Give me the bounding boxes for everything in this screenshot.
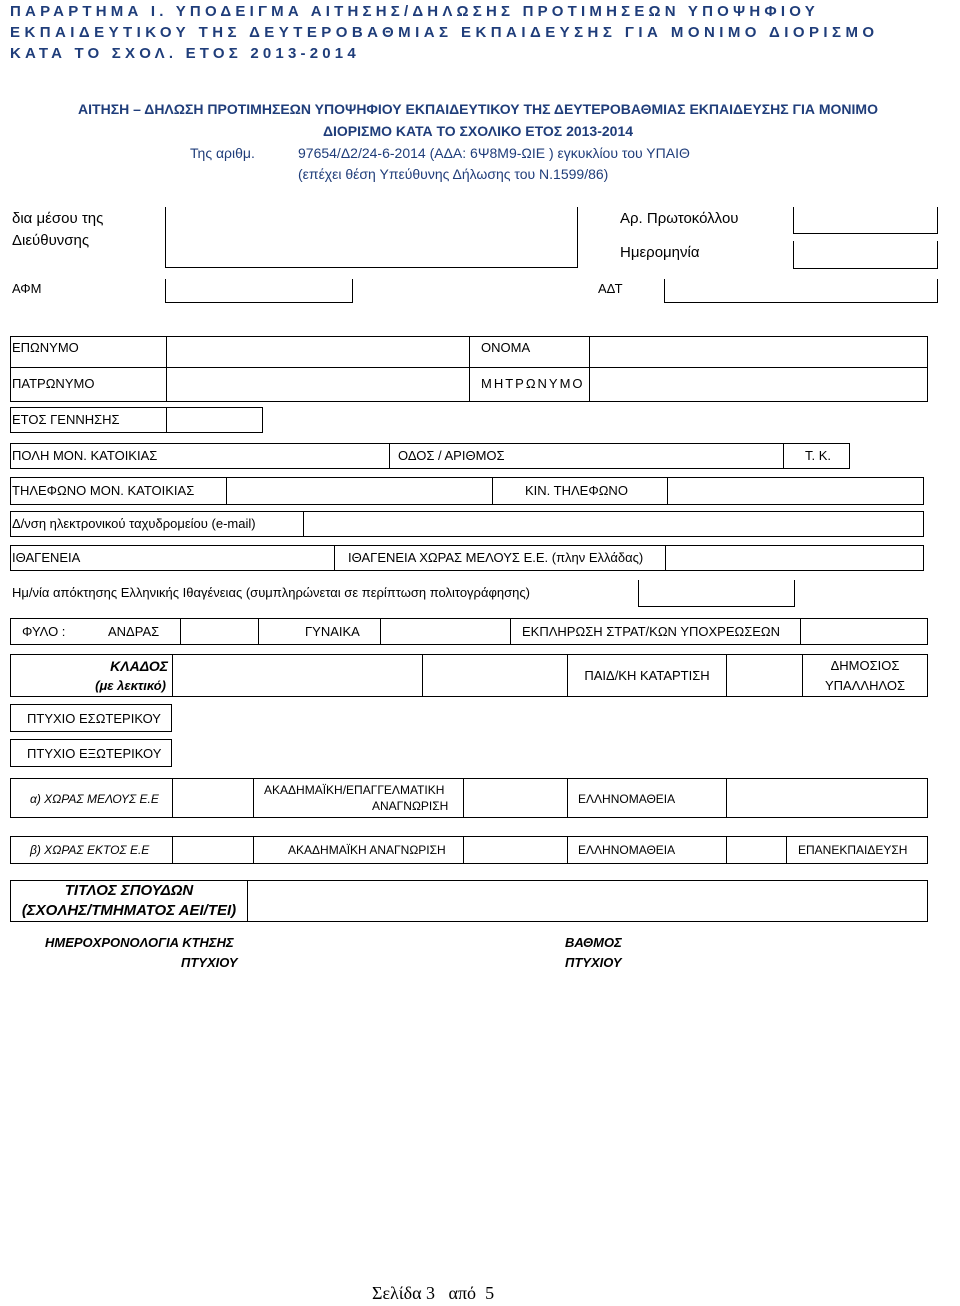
city-input[interactable] <box>180 445 387 467</box>
branch-input[interactable] <box>174 656 420 695</box>
page-word: Σελίδα <box>372 1283 422 1303</box>
female-checkbox[interactable] <box>382 620 508 643</box>
ref-text: 97654/Δ2/24-6-2014 (ΑΔΑ: 6Ψ8Μ9-ΩΙΕ ) εγκυκλίου του ΥΠΑΙΘ <box>298 145 690 161</box>
mother-name-label: ΜΗΤΡΩΝΥΜΟ <box>481 376 585 391</box>
naturalization-input[interactable] <box>640 581 792 605</box>
citizenship-label: ΙΘΑΓΕΝΕΙΑ <box>12 550 81 565</box>
form-title-line-2: ΔΙΟΡΙΣΜΟ ΚΑΤΑ ΤΟ ΣΧΟΛΙΚΟ ΕΤΟΣ 2013-2014 <box>322 123 634 139</box>
email-input[interactable] <box>305 513 922 535</box>
studies-title-input[interactable] <box>250 882 926 920</box>
page-number: 3 <box>426 1283 436 1303</box>
noneu-greek-label: ΕΛΛΗΝΟΜΑΘΕΙΑ <box>578 843 676 857</box>
branch-note: (με λεκτικό) <box>95 678 166 693</box>
eu-citizenship-input[interactable] <box>667 547 922 569</box>
grade-label-2: ΠΤΥΧΙΟΥ <box>565 955 622 970</box>
date-label: Ημερομηνία <box>620 244 700 261</box>
noneu-degree-input[interactable] <box>174 838 251 862</box>
studies-title-1: ΤΙΤΛΟΣ ΣΠΟΥΔΩΝ <box>64 882 194 899</box>
header-line-1: ΠΑΡΑΡΤΗΜΑ Ι. ΥΠΟΔΕΙΓΜΑ ΑΙΤΗΣΗΣ/ΔΗΛΩΣΗΣ ΠΡΟΤΙΜΗΣΕΩΝ ΥΠΟΨΗΦΙΟΥ <box>10 3 819 20</box>
of-word: από <box>448 1283 477 1303</box>
noneu-greek-input[interactable] <box>728 838 784 862</box>
ref-note: (επέχει θέση Υπεύθυνης Δήλωσης του Ν.1599/86) <box>298 166 609 182</box>
birth-year-label: ΕΤΟΣ ΓΕΝΝΗΣΗΣ <box>12 412 120 427</box>
via-label-1: δια μέσου της <box>12 210 104 227</box>
eu-recognition-label-2: ΑΝΑΓΝΩΡΙΣΗ <box>372 799 449 813</box>
page-total: 5 <box>485 1283 495 1303</box>
noneu-recognition-label: ΑΚΑΔΗΜΑΪΚΗ ΑΝΑΓΝΩΡΙΣΗ <box>288 843 446 857</box>
email-label: Δ/νση ηλεκτρονικού ταχυδρομείου (e-mail) <box>12 516 256 531</box>
mobile-input[interactable] <box>669 479 922 503</box>
protocol-label: Αρ. Πρωτοκόλλου <box>620 210 739 227</box>
studies-title-2: (ΣΧΟΛΗΣ/ΤΜΗΜΑΤΟΣ ΑΕΙ/ΤΕΙ) <box>21 902 237 919</box>
branch-label: ΚΛΑΔΟΣ <box>110 658 168 674</box>
street-label: ΟΔΟΣ / ΑΡΙΘΜΟΣ <box>398 448 505 463</box>
date-input[interactable] <box>795 242 935 267</box>
military-input[interactable] <box>802 620 926 643</box>
civil-servant-label-2: ΥΠΑΛΛΗΛΟΣ <box>824 678 906 693</box>
noneu-retraining-label: ΕΠΑΝΕΚΠΑΙΔΕΥΣΗ <box>798 843 908 857</box>
gender-label: ΦΥΛΟ : <box>22 624 66 639</box>
civil-servant-label-1: ΔΗΜΟΣΙΟΣ <box>830 658 900 673</box>
father-name-label: ΠΑΤΡΩΝΥΜΟ <box>12 376 95 391</box>
training-label: ΠΑΙΔ/ΚΗ ΚΑΤΑΡΤΙΣΗ <box>584 668 710 683</box>
directorate-input[interactable] <box>167 208 575 266</box>
header-line-2: ΕΚΠΑΙΔΕΥΤΙΚΟΥ ΤΗΣ ΔΕΥΤΕΡΟΒΑΘΜΙΑΣ ΕΚΠΑΙΔΕΥΣΗΣ ΓΙΑ ΜΟΝΙΜΟ ΔΙΟΡΙΣΜΟ <box>10 24 879 41</box>
degree-domestic-label: ΠΤΥΧΙΟ ΕΣΩΤΕΡΙΚΟΥ <box>27 711 161 726</box>
ref-prefix: Της αριθμ. <box>190 145 255 161</box>
male-checkbox[interactable] <box>182 620 256 643</box>
protocol-input[interactable] <box>795 208 935 232</box>
eu-recognition-input[interactable] <box>465 780 565 816</box>
female-label: ΓΥΝΑΙΚΑ <box>305 624 360 639</box>
page-footer <box>372 1283 494 1304</box>
phone-label: ΤΗΛΕΦΩΝΟ ΜΟΝ. ΚΑΤΟΙΚΙΑΣ <box>12 483 195 498</box>
surname-label: ΕΠΩΝΥΜΟ <box>12 340 79 355</box>
form-title-line-1: ΑΙΤΗΣΗ – ΔΗΛΩΣΗ ΠΡΟΤΙΜΗΣΕΩΝ ΥΠΟΨΗΦΙΟΥ ΕΚΠΑΙΔΕΥΤΙΚΟΥ ΤΗΣ ΔΕΥΤΕΡΟΒΑΘΜΙΑΣ ΕΚΠΑΙΔΕΥΣΗΣ ΓΙΑ ΜΟΝΙΜΟ <box>78 101 878 117</box>
noneu-degree-label: β) ΧΩΡΑΣ ΕΚΤΟΣ Ε.Ε <box>30 843 150 857</box>
father-name-input[interactable] <box>168 369 467 400</box>
eu-citizenship-label: ΙΘΑΓΕΝΕΙΑ ΧΩΡΑΣ ΜΕΛΟΥΣ Ε.Ε. (πλην Ελλάδας) <box>348 550 644 565</box>
acquisition-date-input[interactable] <box>250 932 550 972</box>
eu-degree-label: α) ΧΩΡΑΣ ΜΕΛΟΥΣ Ε.Ε <box>30 792 159 806</box>
eu-degree-input[interactable] <box>174 780 251 816</box>
citizenship-input[interactable] <box>100 547 332 569</box>
eu-greek-input[interactable] <box>728 780 926 816</box>
eu-recognition-label-1: ΑΚΑΔΗΜΑΪΚΗ/ΕΠΑΓΓΕΛΜΑΤΙΚΗ <box>264 783 445 797</box>
adt-label: ΑΔΤ <box>598 281 623 296</box>
afm-input[interactable] <box>167 280 351 301</box>
via-label-2: Διεύθυνσης <box>12 232 90 249</box>
name-label: ΟΝΟΜΑ <box>481 340 531 355</box>
name-input[interactable] <box>591 338 926 366</box>
adt-input[interactable] <box>666 280 936 301</box>
military-label: ΕΚΠΛΗΡΩΣΗ ΣΤΡΑΤ/ΚΩΝ ΥΠΟΧΡΕΩΣΕΩΝ <box>522 624 781 639</box>
mother-name-input[interactable] <box>591 369 926 400</box>
grade-input[interactable] <box>640 932 926 972</box>
phone-input[interactable] <box>228 479 490 503</box>
training-input[interactable] <box>728 656 800 695</box>
mobile-label: ΚΙΝ. ΤΗΛΕΦΩΝΟ <box>525 483 628 498</box>
eu-greek-label: ΕΛΛΗΝΟΜΑΘΕΙΑ <box>578 792 676 806</box>
surname-input[interactable] <box>168 338 467 366</box>
city-label: ΠΟΛΗ ΜΟΝ. ΚΑΤΟΙΚΙΑΣ <box>12 448 158 463</box>
afm-label: ΑΦΜ <box>12 281 42 296</box>
degree-foreign-label: ΠΤΥΧΙΟ ΕΞΩΤΕΡΙΚΟΥ <box>27 746 162 761</box>
street-input[interactable] <box>540 445 781 467</box>
acquisition-date-label-1: ΗΜΕΡΟΧΡΟΝΟΛΟΓΙΑ ΚΤΗΣΗΣ <box>45 935 234 950</box>
birth-year-input[interactable] <box>168 409 261 431</box>
male-label: ΑΝΔΡΑΣ <box>108 624 160 639</box>
grade-label-1: ΒΑΘΜΟΣ <box>565 935 622 950</box>
noneu-recognition-input[interactable] <box>465 838 565 862</box>
acquisition-date-label-2: ΠΤΥΧΙΟΥ <box>181 955 238 970</box>
header-line-3: ΚΑΤΑ ΤΟ ΣΧΟΛ. ΕΤΟΣ 2013-2014 <box>10 45 360 62</box>
tk-label: Τ. Κ. <box>805 448 832 463</box>
naturalization-label: Ημ/νία απόκτησης Ελληνικής Ιθαγένειας (συμπληρώνεται σε περίπτωση πολιτογράφησης) <box>12 585 530 600</box>
